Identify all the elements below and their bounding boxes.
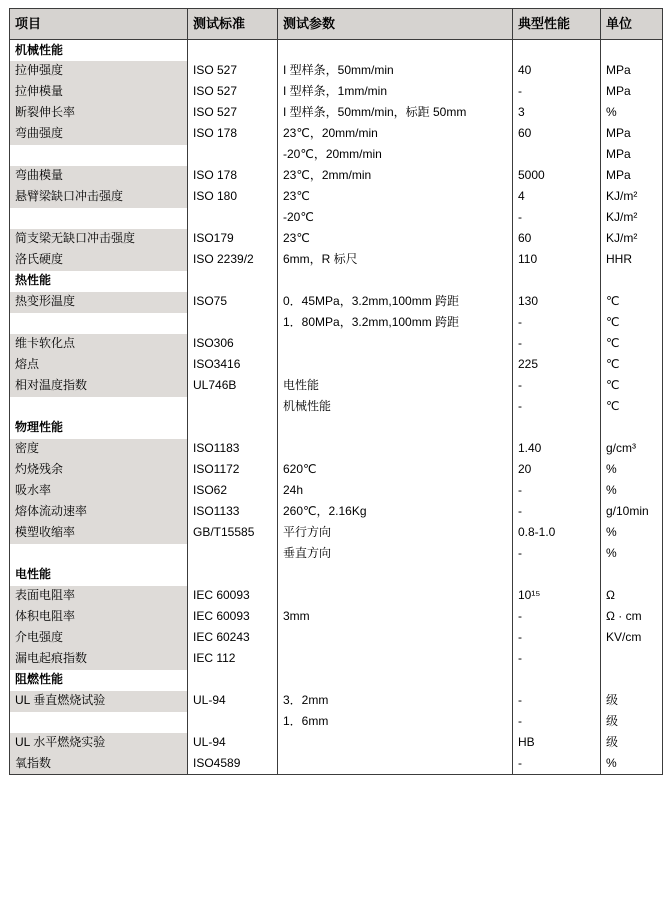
- cell-typical: 60: [513, 229, 601, 250]
- column-header-item: 项目: [10, 9, 188, 40]
- cell-parameter: 机械性能: [278, 397, 513, 418]
- cell-item: [10, 145, 188, 166]
- section-title: 机械性能: [10, 40, 188, 61]
- cell-typical: -: [513, 502, 601, 523]
- table-row: [10, 523, 663, 544]
- section-filler-cell: [188, 565, 278, 586]
- table-row: [10, 313, 663, 334]
- cell-standard: ISO 180: [188, 187, 278, 208]
- table-header-row: [10, 9, 663, 40]
- cell-typical: 1.40: [513, 439, 601, 460]
- table-row: [10, 187, 663, 208]
- cell-item: UL 水平燃烧实验: [10, 733, 188, 754]
- cell-item: 熔体流动速率: [10, 502, 188, 523]
- cell-unit: %: [601, 523, 663, 544]
- cell-standard: ISO1183: [188, 439, 278, 460]
- cell-item: 相对温度指数: [10, 376, 188, 397]
- section-filler-cell: [513, 40, 601, 61]
- table-row: [10, 124, 663, 145]
- cell-standard: IEC 60243: [188, 628, 278, 649]
- cell-item: 熔点: [10, 355, 188, 376]
- table-row: [10, 82, 663, 103]
- cell-standard: ISO 527: [188, 61, 278, 82]
- cell-typical: -: [513, 649, 601, 670]
- section-filler-cell: [601, 271, 663, 292]
- cell-parameter: [278, 649, 513, 670]
- table-row: [10, 628, 663, 649]
- cell-standard: ISO 178: [188, 124, 278, 145]
- cell-item: 维卡软化点: [10, 334, 188, 355]
- cell-unit: HHR: [601, 250, 663, 271]
- cell-parameter: 1．6mm: [278, 712, 513, 733]
- cell-parameter: I 型样条，50mm/min: [278, 61, 513, 82]
- cell-unit: %: [601, 103, 663, 124]
- section-title: 物理性能: [10, 418, 188, 439]
- column-header-unit: 单位: [601, 9, 663, 40]
- cell-parameter: 3．2mm: [278, 691, 513, 712]
- section-filler-cell: [601, 418, 663, 439]
- section-title: 电性能: [10, 565, 188, 586]
- cell-parameter: -20℃: [278, 208, 513, 229]
- cell-unit: ℃: [601, 313, 663, 334]
- cell-unit: MPa: [601, 61, 663, 82]
- column-header-standard: 测试标准: [188, 9, 278, 40]
- cell-parameter: 23℃: [278, 187, 513, 208]
- table-row: [10, 607, 663, 628]
- cell-unit: KJ/m²: [601, 187, 663, 208]
- section-filler-cell: [278, 271, 513, 292]
- cell-item: 氧指数: [10, 754, 188, 775]
- cell-typical: [513, 145, 601, 166]
- table-row: [10, 334, 663, 355]
- section-filler-cell: [188, 418, 278, 439]
- table-row: [10, 544, 663, 565]
- cell-standard: ISO 527: [188, 82, 278, 103]
- cell-standard: ISO306: [188, 334, 278, 355]
- table-row: [10, 397, 663, 418]
- cell-typical: -: [513, 607, 601, 628]
- cell-typical: -: [513, 691, 601, 712]
- cell-item: 体积电阻率: [10, 607, 188, 628]
- section-row: [10, 271, 663, 292]
- cell-unit: MPa: [601, 145, 663, 166]
- cell-unit: 级: [601, 733, 663, 754]
- cell-typical: -: [513, 712, 601, 733]
- specification-table: [9, 8, 663, 775]
- cell-typical: -: [513, 334, 601, 355]
- cell-standard: ISO 178: [188, 166, 278, 187]
- cell-parameter: [278, 628, 513, 649]
- cell-item: 洛氏硬度: [10, 250, 188, 271]
- cell-typical: 225: [513, 355, 601, 376]
- cell-typical: 5000: [513, 166, 601, 187]
- table-row: [10, 145, 663, 166]
- cell-item: 断裂伸长率: [10, 103, 188, 124]
- cell-standard: ISO75: [188, 292, 278, 313]
- table-row: [10, 61, 663, 82]
- cell-typical: 3: [513, 103, 601, 124]
- cell-item: 简支梁无缺口冲击强度: [10, 229, 188, 250]
- section-filler-cell: [601, 670, 663, 691]
- cell-typical: 20: [513, 460, 601, 481]
- section-filler-cell: [601, 40, 663, 61]
- cell-unit: KJ/m²: [601, 229, 663, 250]
- section-filler-cell: [513, 565, 601, 586]
- cell-unit: %: [601, 481, 663, 502]
- cell-item: UL 垂直燃烧试验: [10, 691, 188, 712]
- cell-parameter: 23℃: [278, 229, 513, 250]
- cell-item: 灼烧残余: [10, 460, 188, 481]
- cell-parameter: [278, 439, 513, 460]
- cell-standard: ISO3416: [188, 355, 278, 376]
- cell-item: 吸水率: [10, 481, 188, 502]
- cell-item: 模塑收缩率: [10, 523, 188, 544]
- cell-item: [10, 208, 188, 229]
- cell-parameter: 平行方向: [278, 523, 513, 544]
- section-row: [10, 40, 663, 61]
- cell-item: 拉伸模量: [10, 82, 188, 103]
- cell-unit: ℃: [601, 334, 663, 355]
- table-row: [10, 229, 663, 250]
- table-row: [10, 439, 663, 460]
- cell-parameter: -20℃，20mm/min: [278, 145, 513, 166]
- section-filler-cell: [513, 271, 601, 292]
- cell-parameter: 23℃，20mm/min: [278, 124, 513, 145]
- cell-unit: %: [601, 754, 663, 775]
- cell-parameter: 0．45MPa，3.2mm,100mm 跨距: [278, 292, 513, 313]
- cell-standard: ISO179: [188, 229, 278, 250]
- cell-parameter: [278, 754, 513, 775]
- cell-standard: ISO 527: [188, 103, 278, 124]
- cell-typical: 110: [513, 250, 601, 271]
- cell-item: 弯曲模量: [10, 166, 188, 187]
- cell-item: 漏电起痕指数: [10, 649, 188, 670]
- section-filler-cell: [513, 418, 601, 439]
- cell-item: 弯曲强度: [10, 124, 188, 145]
- cell-typical: -: [513, 754, 601, 775]
- cell-parameter: 3mm: [278, 607, 513, 628]
- cell-standard: ISO4589: [188, 754, 278, 775]
- cell-typical: 40: [513, 61, 601, 82]
- table-row: [10, 691, 663, 712]
- cell-unit: KJ/m²: [601, 208, 663, 229]
- cell-unit: 级: [601, 691, 663, 712]
- section-filler-cell: [188, 40, 278, 61]
- cell-item: 悬臂梁缺口冲击强度: [10, 187, 188, 208]
- cell-unit: KV/cm: [601, 628, 663, 649]
- cell-parameter: 6mm，R 标尺: [278, 250, 513, 271]
- cell-unit: ℃: [601, 292, 663, 313]
- section-filler-cell: [278, 40, 513, 61]
- cell-parameter: 1．80MPa，3.2mm,100mm 跨距: [278, 313, 513, 334]
- table-row: [10, 208, 663, 229]
- table-row: [10, 103, 663, 124]
- cell-item: 拉伸强度: [10, 61, 188, 82]
- table-row: [10, 733, 663, 754]
- cell-typical: 0.8-1.0: [513, 523, 601, 544]
- table-row: [10, 292, 663, 313]
- section-row: [10, 418, 663, 439]
- cell-typical: 130: [513, 292, 601, 313]
- cell-typical: -: [513, 313, 601, 334]
- cell-standard: [188, 544, 278, 565]
- cell-standard: ISO 2239/2: [188, 250, 278, 271]
- cell-unit: %: [601, 544, 663, 565]
- cell-typical: -: [513, 628, 601, 649]
- table-row: [10, 166, 663, 187]
- cell-standard: [188, 145, 278, 166]
- cell-typical: -: [513, 544, 601, 565]
- section-filler-cell: [188, 271, 278, 292]
- table-row: [10, 712, 663, 733]
- cell-standard: GB/T15585: [188, 523, 278, 544]
- cell-parameter: [278, 586, 513, 607]
- section-row: [10, 670, 663, 691]
- cell-standard: [188, 712, 278, 733]
- cell-standard: UL746B: [188, 376, 278, 397]
- cell-unit: g/10min: [601, 502, 663, 523]
- column-header-parameter: 测试参数: [278, 9, 513, 40]
- section-filler-cell: [601, 565, 663, 586]
- section-title: 热性能: [10, 271, 188, 292]
- cell-unit: ℃: [601, 355, 663, 376]
- cell-parameter: 23℃，2mm/min: [278, 166, 513, 187]
- cell-parameter: [278, 334, 513, 355]
- cell-unit: Ω: [601, 586, 663, 607]
- cell-unit: MPa: [601, 124, 663, 145]
- cell-unit: [601, 649, 663, 670]
- cell-unit: %: [601, 460, 663, 481]
- cell-parameter: 260℃，2.16Kg: [278, 502, 513, 523]
- cell-unit: g/cm³: [601, 439, 663, 460]
- cell-typical: HB: [513, 733, 601, 754]
- cell-standard: IEC 60093: [188, 607, 278, 628]
- cell-standard: ISO62: [188, 481, 278, 502]
- cell-unit: Ω · cm: [601, 607, 663, 628]
- cell-item: [10, 544, 188, 565]
- cell-typical: 10¹⁵: [513, 586, 601, 607]
- table-row: [10, 460, 663, 481]
- cell-item: [10, 397, 188, 418]
- cell-standard: IEC 60093: [188, 586, 278, 607]
- cell-unit: ℃: [601, 397, 663, 418]
- cell-parameter: I 型样条，50mm/min，标距 50mm: [278, 103, 513, 124]
- table-row: [10, 649, 663, 670]
- table-row: [10, 376, 663, 397]
- column-header-typical: 典型性能: [513, 9, 601, 40]
- cell-standard: [188, 208, 278, 229]
- table-row: [10, 250, 663, 271]
- cell-typical: -: [513, 397, 601, 418]
- table-row: [10, 754, 663, 775]
- cell-parameter: 620℃: [278, 460, 513, 481]
- cell-typical: 4: [513, 187, 601, 208]
- cell-standard: ISO1172: [188, 460, 278, 481]
- cell-item: [10, 313, 188, 334]
- table-row: [10, 502, 663, 523]
- section-title: 阻燃性能: [10, 670, 188, 691]
- section-filler-cell: [188, 670, 278, 691]
- cell-standard: IEC 112: [188, 649, 278, 670]
- cell-item: 介电强度: [10, 628, 188, 649]
- cell-typical: -: [513, 376, 601, 397]
- cell-parameter: [278, 355, 513, 376]
- cell-parameter: 垂直方向: [278, 544, 513, 565]
- cell-item: 密度: [10, 439, 188, 460]
- cell-item: 表面电阻率: [10, 586, 188, 607]
- section-filler-cell: [278, 418, 513, 439]
- cell-typical: -: [513, 481, 601, 502]
- cell-unit: MPa: [601, 82, 663, 103]
- cell-standard: ISO1133: [188, 502, 278, 523]
- table-row: [10, 355, 663, 376]
- section-row: [10, 565, 663, 586]
- cell-parameter: 电性能: [278, 376, 513, 397]
- section-filler-cell: [513, 670, 601, 691]
- cell-standard: UL-94: [188, 691, 278, 712]
- cell-typical: -: [513, 208, 601, 229]
- section-filler-cell: [278, 670, 513, 691]
- cell-unit: 级: [601, 712, 663, 733]
- cell-parameter: 24h: [278, 481, 513, 502]
- table-row: [10, 481, 663, 502]
- cell-typical: 60: [513, 124, 601, 145]
- section-filler-cell: [278, 565, 513, 586]
- cell-item: [10, 712, 188, 733]
- cell-standard: UL-94: [188, 733, 278, 754]
- cell-unit: MPa: [601, 166, 663, 187]
- table-row: [10, 586, 663, 607]
- cell-parameter: I 型样条，1mm/min: [278, 82, 513, 103]
- cell-unit: ℃: [601, 376, 663, 397]
- cell-standard: [188, 397, 278, 418]
- cell-parameter: [278, 733, 513, 754]
- cell-typical: -: [513, 82, 601, 103]
- cell-item: 热变形温度: [10, 292, 188, 313]
- cell-standard: [188, 313, 278, 334]
